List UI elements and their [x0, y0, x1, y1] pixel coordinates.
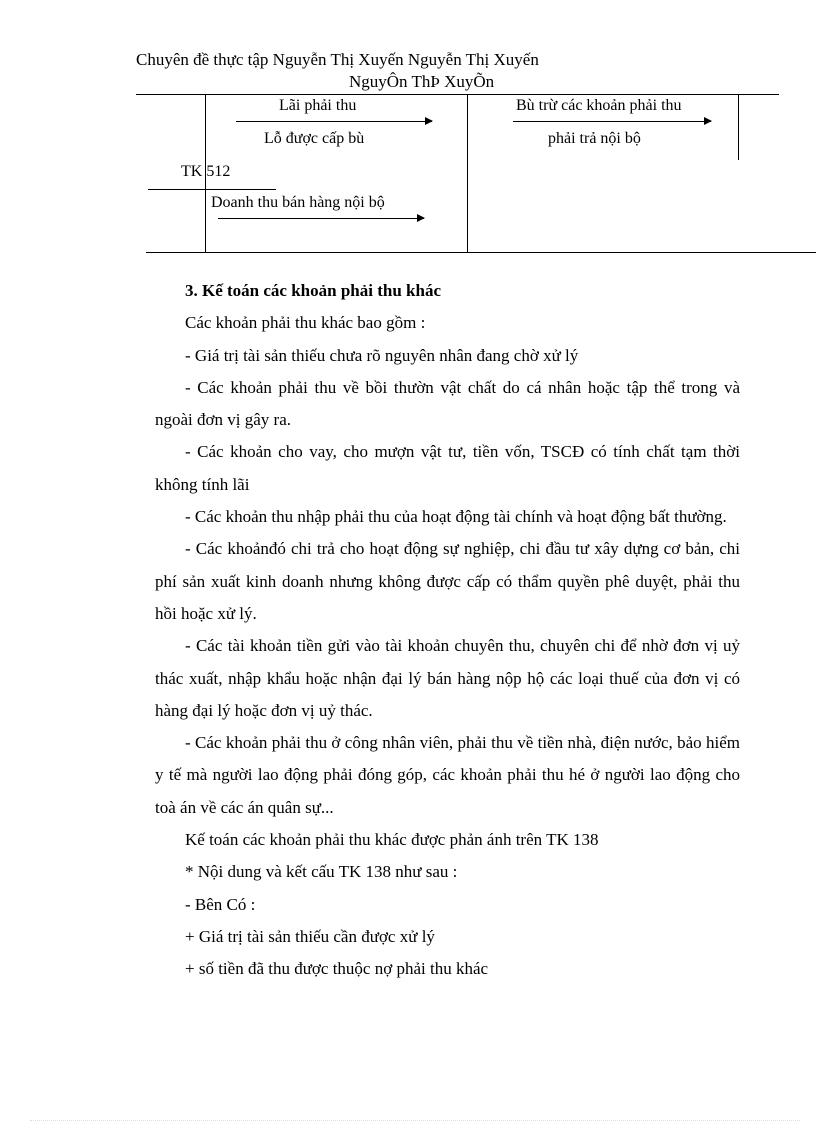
middle-column-divider — [467, 94, 468, 252]
account-underline — [148, 189, 276, 190]
list-item: - Các khoản phải thu về bồi thườn vật chất do cá nhân hoặc tập thể trong và ngoài đơn vị gây ra. — [155, 377, 740, 430]
list-item: - Các khoản phải thu ở công nhân viên, phải thu về tiền nhà, điện nước, bảo hiểm y tế mà người lao động phải đóng góp, các khoản phải thu hé ở người lao động cho toà án về các án quân sự... — [155, 733, 740, 817]
left-top-label: Lãi phải thu — [279, 97, 357, 114]
left-mid-label: Lỗ được cấp bù — [264, 130, 365, 147]
summary-text: Kế toán các khoản phải thu khác được phản ánh trên TK 138 — [185, 830, 599, 850]
header-line-2: NguyÔn ThÞ XuyÕn — [349, 72, 495, 91]
header-line-1: Chuyên đề thực tập Nguyễn Thị Xuyến Nguyễn Thị Xuyến — [136, 50, 539, 69]
left-top-arrow — [236, 121, 432, 122]
main-content — [155, 275, 740, 986]
diagram-top-rule — [136, 94, 779, 95]
credit-side-label: - Bên Có : — [185, 894, 256, 914]
right-top-arrow — [513, 121, 711, 122]
list-item: - Các khoản thu nhập phải thu của hoạt động tài chính và hoạt động bất thường. — [185, 507, 727, 527]
list-item: - Các khoảnđó chi trả cho hoạt động sự nghiệp, chi đầu tư xây dựng cơ bản, chi phí sản xuất kinh doanh nhưng không được cấp có thẩm quyền phê duyệt, phải thu hồi hoặc xử lý. — [155, 539, 740, 623]
list-item: - Giá trị tài sản thiếu chưa rõ nguyên nhân đang chờ xử lý — [185, 345, 579, 365]
account-label: TK 512 — [181, 163, 231, 180]
intro-text: Các khoản phải thu khác bao gồm : — [185, 313, 426, 333]
credit-item: + số tiền đã thu được thuộc nợ phải thu khác — [185, 959, 489, 979]
right-column-divider — [738, 94, 739, 160]
left-bottom-arrow — [218, 218, 424, 219]
right-mid-label: phải trả nội bộ — [548, 130, 641, 147]
left-bottom-label: Doanh thu bán hàng nội bộ — [211, 194, 385, 211]
structure-title: * Nội dung và kết cấu TK 138 như sau : — [185, 862, 458, 882]
list-item: - Các khoản cho vay, cho mượn vật tư, tiền vốn, TSCĐ có tính chất tạm thời không tính lãi — [155, 442, 740, 494]
list-item: - Các tài khoản tiền gửi vào tài khoản chuyên thu, chuyên chi để nhờ đơn vị uỷ thác xuất, nhập khẩu hoặc nhận đại lý bán hàng nộp hộ các loại thuế của đơn vị có hàng đại lý hoặc đơn vị uỷ thác. — [155, 636, 740, 720]
diagram-bottom-rule — [146, 252, 816, 253]
credit-item: + Giá trị tài sản thiếu cần được xử lý — [185, 926, 435, 946]
right-top-label: Bù trừ các khoản phải thu — [516, 97, 682, 114]
page-bottom-border — [30, 1120, 800, 1121]
section-heading: 3. Kế toán các khoản phải thu khác — [185, 281, 441, 300]
